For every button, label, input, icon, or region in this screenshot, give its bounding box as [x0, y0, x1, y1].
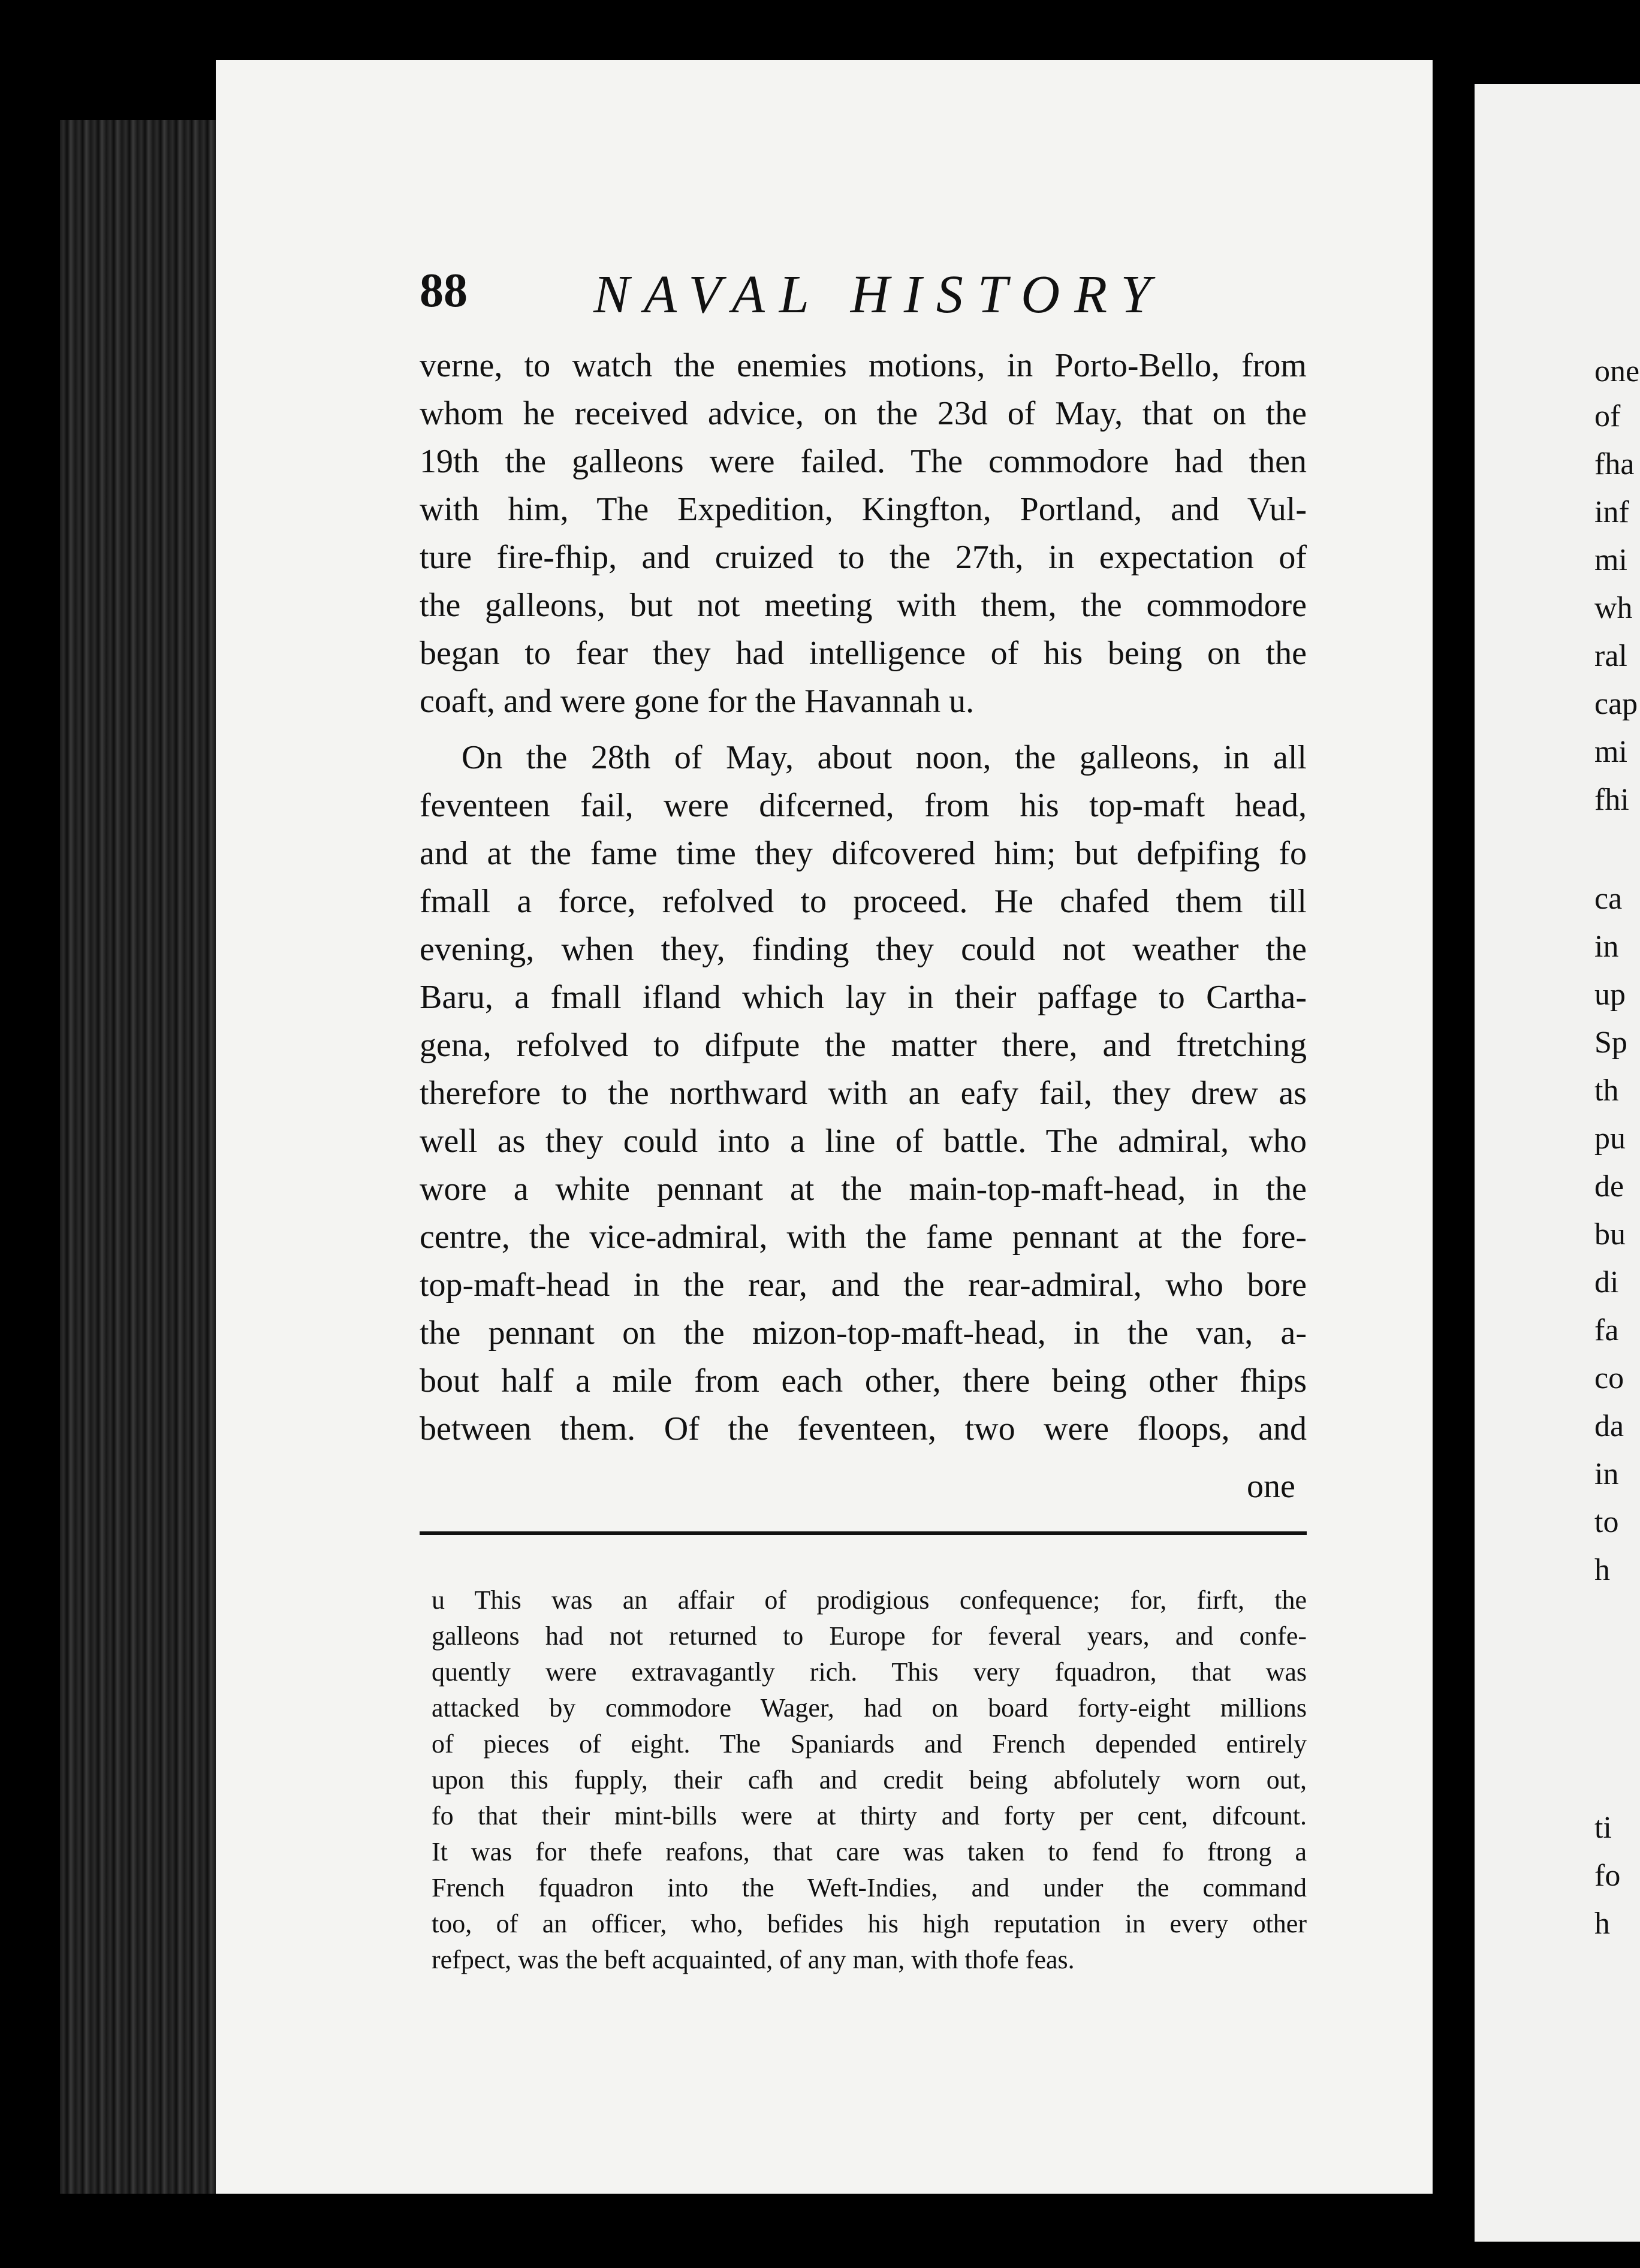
footnote-rule [420, 1531, 1307, 1535]
facing-page-fragment: ca [1594, 882, 1623, 916]
footnote-line: quently were extravagantly rich. This very fquadron, that was [432, 1657, 1307, 1687]
text-line: coaft, and were gone for the Havannah u. [420, 683, 975, 720]
running-title: NAVAL HISTORY [593, 265, 1165, 324]
facing-page-fragment: of [1594, 399, 1621, 433]
facing-page-fragment: in [1594, 930, 1619, 964]
text-line: Baru, a fmall ifland which lay in their paffage to Cartha- [420, 979, 1307, 1016]
facing-page-fragment: fhi [1594, 783, 1629, 817]
text-line: therefore to the northward with an eafy fail, they drew as [420, 1075, 1307, 1112]
text-line: and at the fame time they difcovered him; but defpifing fo [420, 835, 1307, 872]
text-line: wore a white pennant at the main-top-maft-head, in the [420, 1171, 1307, 1208]
running-head [420, 264, 1319, 336]
text-line: top-maft-head in the rear, and the rear-admiral, who bore [420, 1266, 1307, 1304]
text-line: with him, The Expedition, Kingfton, Portland, and Vul- [420, 491, 1307, 528]
facing-page-fragment: in [1594, 1457, 1619, 1491]
facing-page-fragment: Sp [1594, 1026, 1627, 1060]
facing-page-fragment: bu [1594, 1217, 1626, 1251]
facing-page-fragment: wh [1594, 591, 1633, 625]
page-gutter [1433, 60, 1475, 2230]
text-line: bout half a mile from each other, there being other fhips [420, 1362, 1307, 1400]
footnote-block [432, 1582, 1307, 1978]
text-line: verne, to watch the enemies motions, in Porto-Bello, from [420, 347, 1307, 384]
footnote-line: of pieces of eight. The Spaniards and French depended entirely [432, 1729, 1307, 1759]
text-line: well as they could into a line of battle. The admiral, who [420, 1123, 1307, 1160]
facing-page-fragment: fha [1594, 447, 1635, 481]
facing-page-fragment: ti [1594, 1811, 1612, 1845]
facing-page-fragment: th [1594, 1073, 1619, 1108]
facing-page-fragment: ral [1594, 639, 1627, 673]
page-number: 88 [420, 264, 468, 317]
facing-page-fragment: to [1594, 1505, 1619, 1539]
facing-page-fragment: de [1594, 1169, 1624, 1204]
facing-page-fragment: up [1594, 978, 1626, 1012]
text-line: evening, when they, finding they could not weather the [420, 931, 1307, 968]
facing-page-fragment: inf [1594, 495, 1629, 529]
facing-page-fragment: one [1594, 354, 1640, 388]
facing-page-fragment: da [1594, 1409, 1624, 1443]
facing-page-fragment: cap [1594, 687, 1638, 721]
footnote-line: refpect, was the beft acquainted, of any man, with thofe feas. [432, 1945, 1075, 1974]
facing-page-fragment: di [1594, 1265, 1619, 1299]
footnote-line: fo that their mint-bills were at thirty and forty per cent, difcount. [432, 1801, 1307, 1830]
text-line: gena, refolved to difpute the matter there, and ftretching [420, 1027, 1307, 1064]
text-line: centre, the vice-admiral, with the fame pennant at the fore- [420, 1219, 1307, 1256]
facing-page-fragment: h [1594, 1907, 1610, 1941]
facing-page-fragment: mi [1594, 735, 1627, 769]
footnote-line: galleons had not returned to Europe for feveral years, and confe- [432, 1621, 1307, 1651]
facing-page-fragment: fo [1594, 1859, 1621, 1893]
text-line: the pennant on the mizon-top-maft-head, in the van, a- [420, 1314, 1307, 1352]
text-line: On the 28th of May, about noon, the galleons, in all [462, 739, 1307, 776]
text-line: the galleons, but not meeting with them, the commodore [420, 587, 1307, 624]
main-text-block [420, 342, 1307, 1453]
text-line: began to fear they had intelligence of his being on the [420, 635, 1307, 672]
facing-page-fragment: pu [1594, 1121, 1626, 1156]
catchword: one [1247, 1468, 1295, 1505]
text-line: feventeen fail, were difcerned, from his top-maft head, [420, 787, 1307, 824]
text-line: fmall a force, refolved to proceed. He chafed them till [420, 883, 1307, 920]
footnote-line: French fquadron into the Weft-Indies, and under the command [432, 1873, 1307, 1902]
facing-page-fragment: co [1594, 1361, 1624, 1395]
footnote-line: It was for thefe reafons, that care was taken to fend fo ftrong a [432, 1837, 1307, 1866]
text-line: between them. Of the feventeen, two were floops, and [420, 1410, 1307, 1447]
footnote-line: upon this fupply, their cafh and credit being abfolutely worn out, [432, 1765, 1307, 1795]
text-line: ture fire-fhip, and cruized to the 27th, in expectation of [420, 539, 1307, 576]
facing-page-fragment: fa [1594, 1313, 1619, 1347]
facing-page-fragment: h [1594, 1553, 1610, 1587]
book-binding-edge [60, 120, 216, 2194]
footnote-line: too, of an officer, who, befides his high reputation in every other [432, 1909, 1307, 1938]
footnote-line: u This was an affair of prodigious confequence; for, firft, the [432, 1585, 1307, 1615]
text-line: whom he received advice, on the 23d of May, that on the [420, 395, 1307, 432]
facing-page-fragment: mi [1594, 543, 1627, 577]
text-line: 19th the galleons were failed. The commodore had then [420, 443, 1307, 480]
footnote-line: attacked by commodore Wager, had on board forty-eight millions [432, 1693, 1307, 1723]
